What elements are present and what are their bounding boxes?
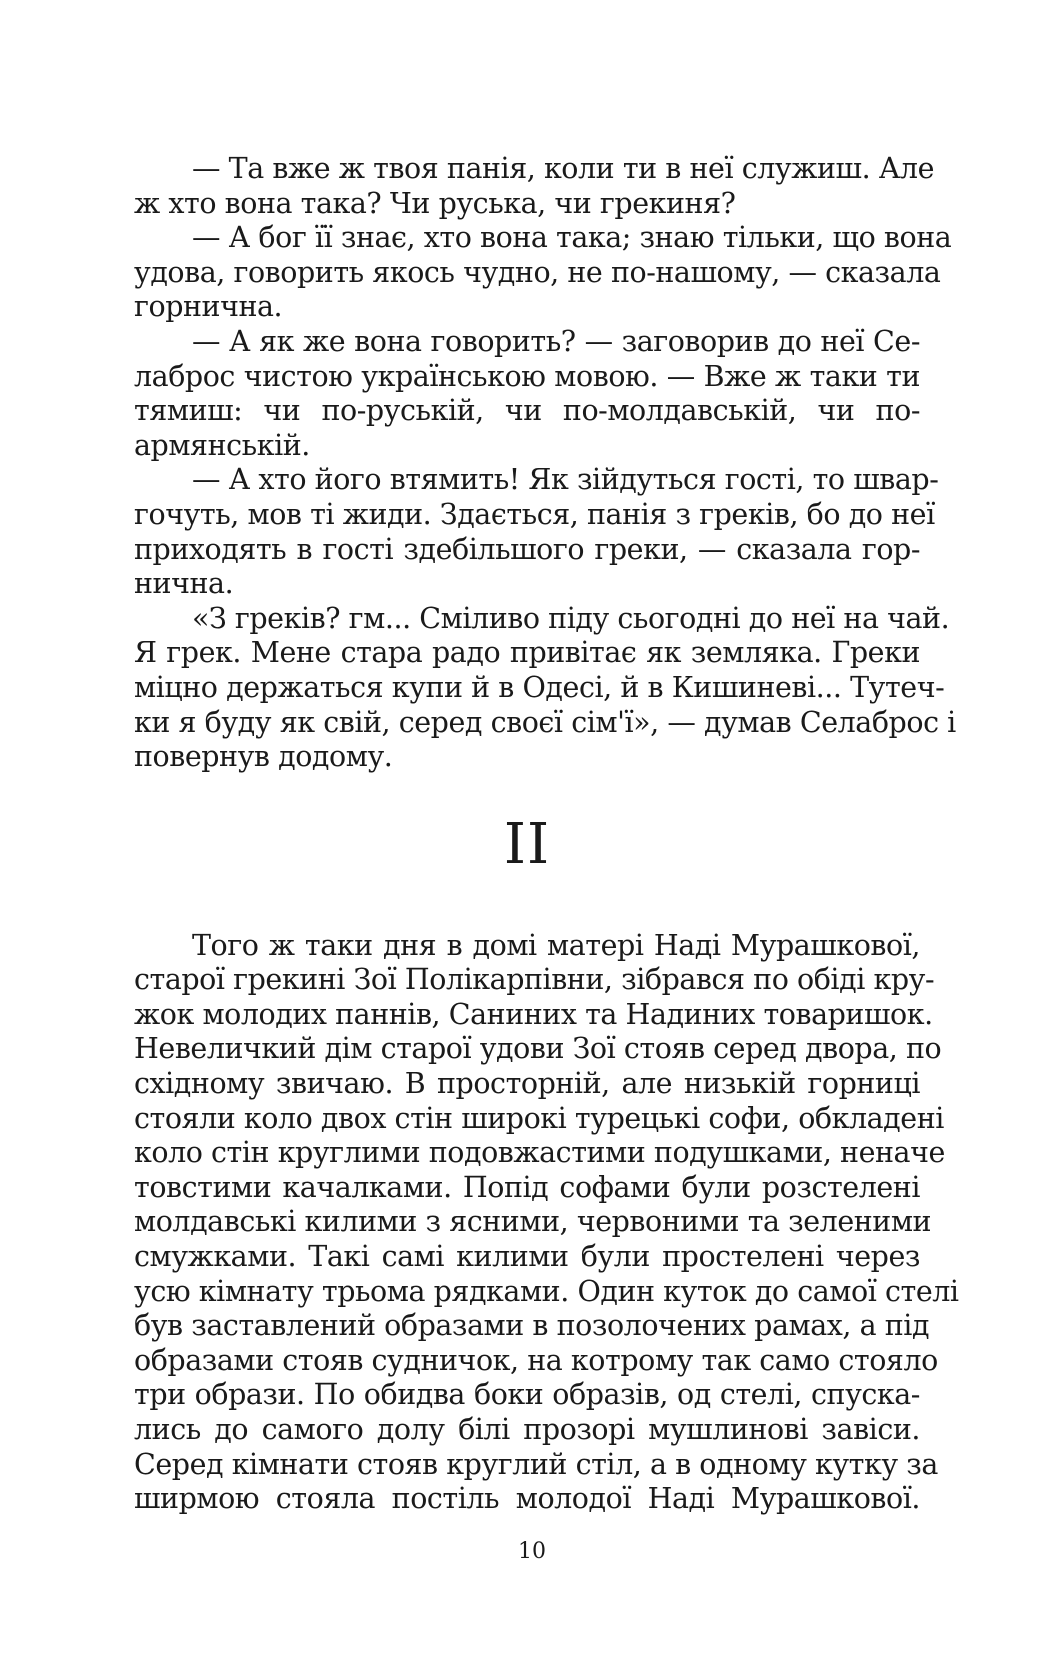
text-line: повернув додому. (134, 740, 393, 774)
text-line: — Та вже ж твоя панія, коли ти в неї служиш. Але (192, 152, 934, 185)
text-line: тямиш: чи по-руській, чи по-молдавській, чи по- (134, 394, 920, 428)
thought-paragraph (134, 601, 956, 775)
text-line: горнична. (134, 290, 283, 324)
text-line: «З греків? гм... Сміливо піду сьогодні до неї на чай. (192, 601, 950, 635)
text-line: товстими качалками. Попід софами були розстелені (134, 1170, 920, 1204)
text-line: ж хто вона така? Чи руська, чи грекиня? (134, 186, 736, 220)
dialogue-paragraph-2 (134, 221, 952, 325)
text-line: міцно держаться купи й в Одесі, й в Кишиневі... Тутеч- (134, 670, 945, 704)
text-line: лаброс чистою українською мовою. — Вже ж таки ти (134, 359, 920, 393)
text-line: — А хто його втямить! Як зійдуться гості, то швар- (192, 463, 939, 497)
text-line: — А як же вона говорить? — заговорив до неї Се- (192, 324, 920, 358)
text-line: Того ж таки дня в домі матері Наді Мурашкової, (192, 928, 920, 962)
text-line: коло стін круглими подовжастими подушками, неначе (134, 1136, 945, 1170)
text-line: нична. (134, 567, 234, 601)
page-number: 10 (518, 1539, 546, 1564)
dialogue-paragraph-1 (134, 152, 934, 221)
page-body (134, 152, 959, 1517)
text-line: удова, говорить якось чудно, не по-нашому, — сказала (134, 255, 941, 289)
text-line: ки я буду як свій, серед своєї сім'ї», — думав Селаброс і (134, 705, 956, 739)
dialogue-paragraph-3 (134, 325, 920, 463)
text-line: східному звичаю. В просторній, але низькій горниці (134, 1067, 920, 1101)
text-line: жок молодих паннів, Саниних та Надиних товаришок. (134, 997, 933, 1031)
text-line: три образи. По обидва боки образів, од стелі, спуска- (134, 1378, 920, 1412)
text-line: Невеличкий дім старої удови Зої стояв серед двора, по (134, 1032, 942, 1066)
text-line: смужками. Такі самі килими були простелені через (134, 1240, 920, 1274)
text-line: лись до самого долу білі прозорі мушлинові завіси. (134, 1413, 920, 1446)
text-line: молдавські килими з ясними, червоними та зеленими (134, 1205, 932, 1239)
text-line: образами стояв судничок, на котрому так само стояло (134, 1343, 938, 1377)
dialogue-paragraph-4 (134, 463, 939, 601)
text-line: Я грек. Мене стара радо привітає як земляка. Греки (134, 636, 920, 670)
chapter-paragraph (134, 928, 959, 1517)
text-line: Серед кімнати стояв круглий стіл, а в одному кутку за (134, 1447, 938, 1481)
text-line: приходять в гості здебільшого греки, — сказала гор- (134, 532, 920, 566)
text-line: старої грекині Зої Полікарпівни, зібрався по обіді кру- (134, 963, 935, 997)
text-line: усю кімнату трьома рядками. Один куток до самої стелі (134, 1274, 959, 1308)
text-line: стояли коло двох стін широкі турецькі софи, обкладені (134, 1101, 944, 1135)
text-line: армянській. (134, 428, 310, 462)
text-line: гочуть, мов ті жиди. Здається, панія з греків, бо до неї (134, 497, 935, 531)
chapter-heading: II (503, 811, 551, 877)
text-line: був заставлений образами в позолочених рамах, а під (134, 1309, 930, 1343)
text-line: — А бог її знає, хто вона така; знаю тільки, що вона (192, 221, 952, 255)
text-line: ширмою стояла постіль молодої Наді Мурашкової. (134, 1482, 920, 1516)
